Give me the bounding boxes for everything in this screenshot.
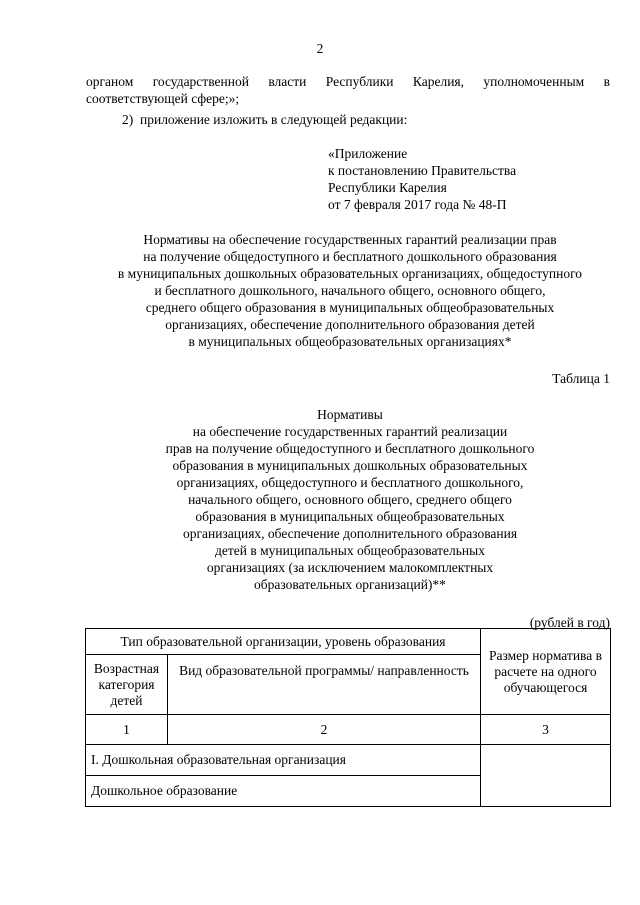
row-preschool-education: Дошкольное образование: [86, 776, 481, 807]
title-line: организациях, обеспечение дополнительного образования детей: [165, 317, 535, 332]
page-number: 2: [316, 41, 324, 56]
col-number-2: 2: [168, 715, 481, 745]
section-preschool-org: I. Дошкольная образовательная организация: [86, 745, 481, 776]
title-line: и бесплатного дошкольного, начального общего, основного общего,: [154, 283, 546, 298]
table-title-line: организациях (за исключением малокомплектных: [206, 560, 494, 575]
appendix-line: от 7 февраля 2017 года № 48-П: [328, 197, 507, 212]
header-norm-size: Размер норматива в расчете на одного обучающегося: [481, 629, 611, 715]
table-title-line: прав на получение общедоступного и бесплатного дошкольного: [165, 441, 535, 456]
appendix-header: [328, 145, 516, 213]
table-label: Таблица 1: [552, 371, 610, 386]
empty-norm-cell: [481, 745, 611, 807]
col-number-1: 1: [86, 715, 168, 745]
table-title-line: образования в муниципальных общеобразовательных: [195, 509, 505, 524]
list-item-2: 2) приложение изложить в следующей редакции:: [122, 112, 408, 127]
table-title-line: организациях, обеспечение дополнительного образования: [182, 526, 518, 541]
table-title-line: на обеспечение государственных гарантий реализации: [192, 424, 508, 439]
intro-paragraph: органом государственной власти Республики Карелия, уполномоченным в соответствующей сфере;»;: [86, 74, 610, 106]
norms-table: [85, 628, 611, 807]
appendix-line: к постановлению Правительства: [328, 163, 517, 178]
main-title: [60, 231, 640, 350]
table-title-line: образовательных организаций)**: [254, 577, 446, 592]
header-org-type: Тип образовательной организации, уровень образования: [86, 629, 481, 655]
title-line: на получение общедоступного и бесплатного дошкольного образования: [143, 249, 557, 264]
table-title: [80, 406, 620, 593]
table-title-line: начального общего, основного общего, среднего общего: [188, 492, 512, 507]
appendix-line: «Приложение: [328, 146, 408, 161]
table-title-line: организациях, общедоступного и бесплатного дошкольного,: [176, 475, 524, 490]
table-title-line: Нормативы: [317, 407, 383, 422]
title-line: Нормативы на обеспечение государственных гарантий реализации прав: [143, 232, 557, 247]
header-age-category: Возрастная категория детей: [86, 655, 168, 715]
units-label: (рублей в год): [529, 615, 610, 630]
title-line: среднего общего образования в муниципальных общеобразовательных: [145, 300, 555, 315]
col-number-3: 3: [481, 715, 611, 745]
appendix-line: Республики Карелия: [328, 180, 447, 195]
title-line: в муниципальных дошкольных образовательных организациях, общедоступного: [117, 266, 583, 281]
header-program-type: Вид образовательной программы/ направленность: [168, 655, 481, 715]
table-title-line: образования в муниципальных дошкольных образовательных: [172, 458, 528, 473]
title-line: в муниципальных общеобразовательных организациях*: [188, 334, 512, 349]
table-title-line: детей в муниципальных общеобразовательных: [215, 543, 485, 558]
